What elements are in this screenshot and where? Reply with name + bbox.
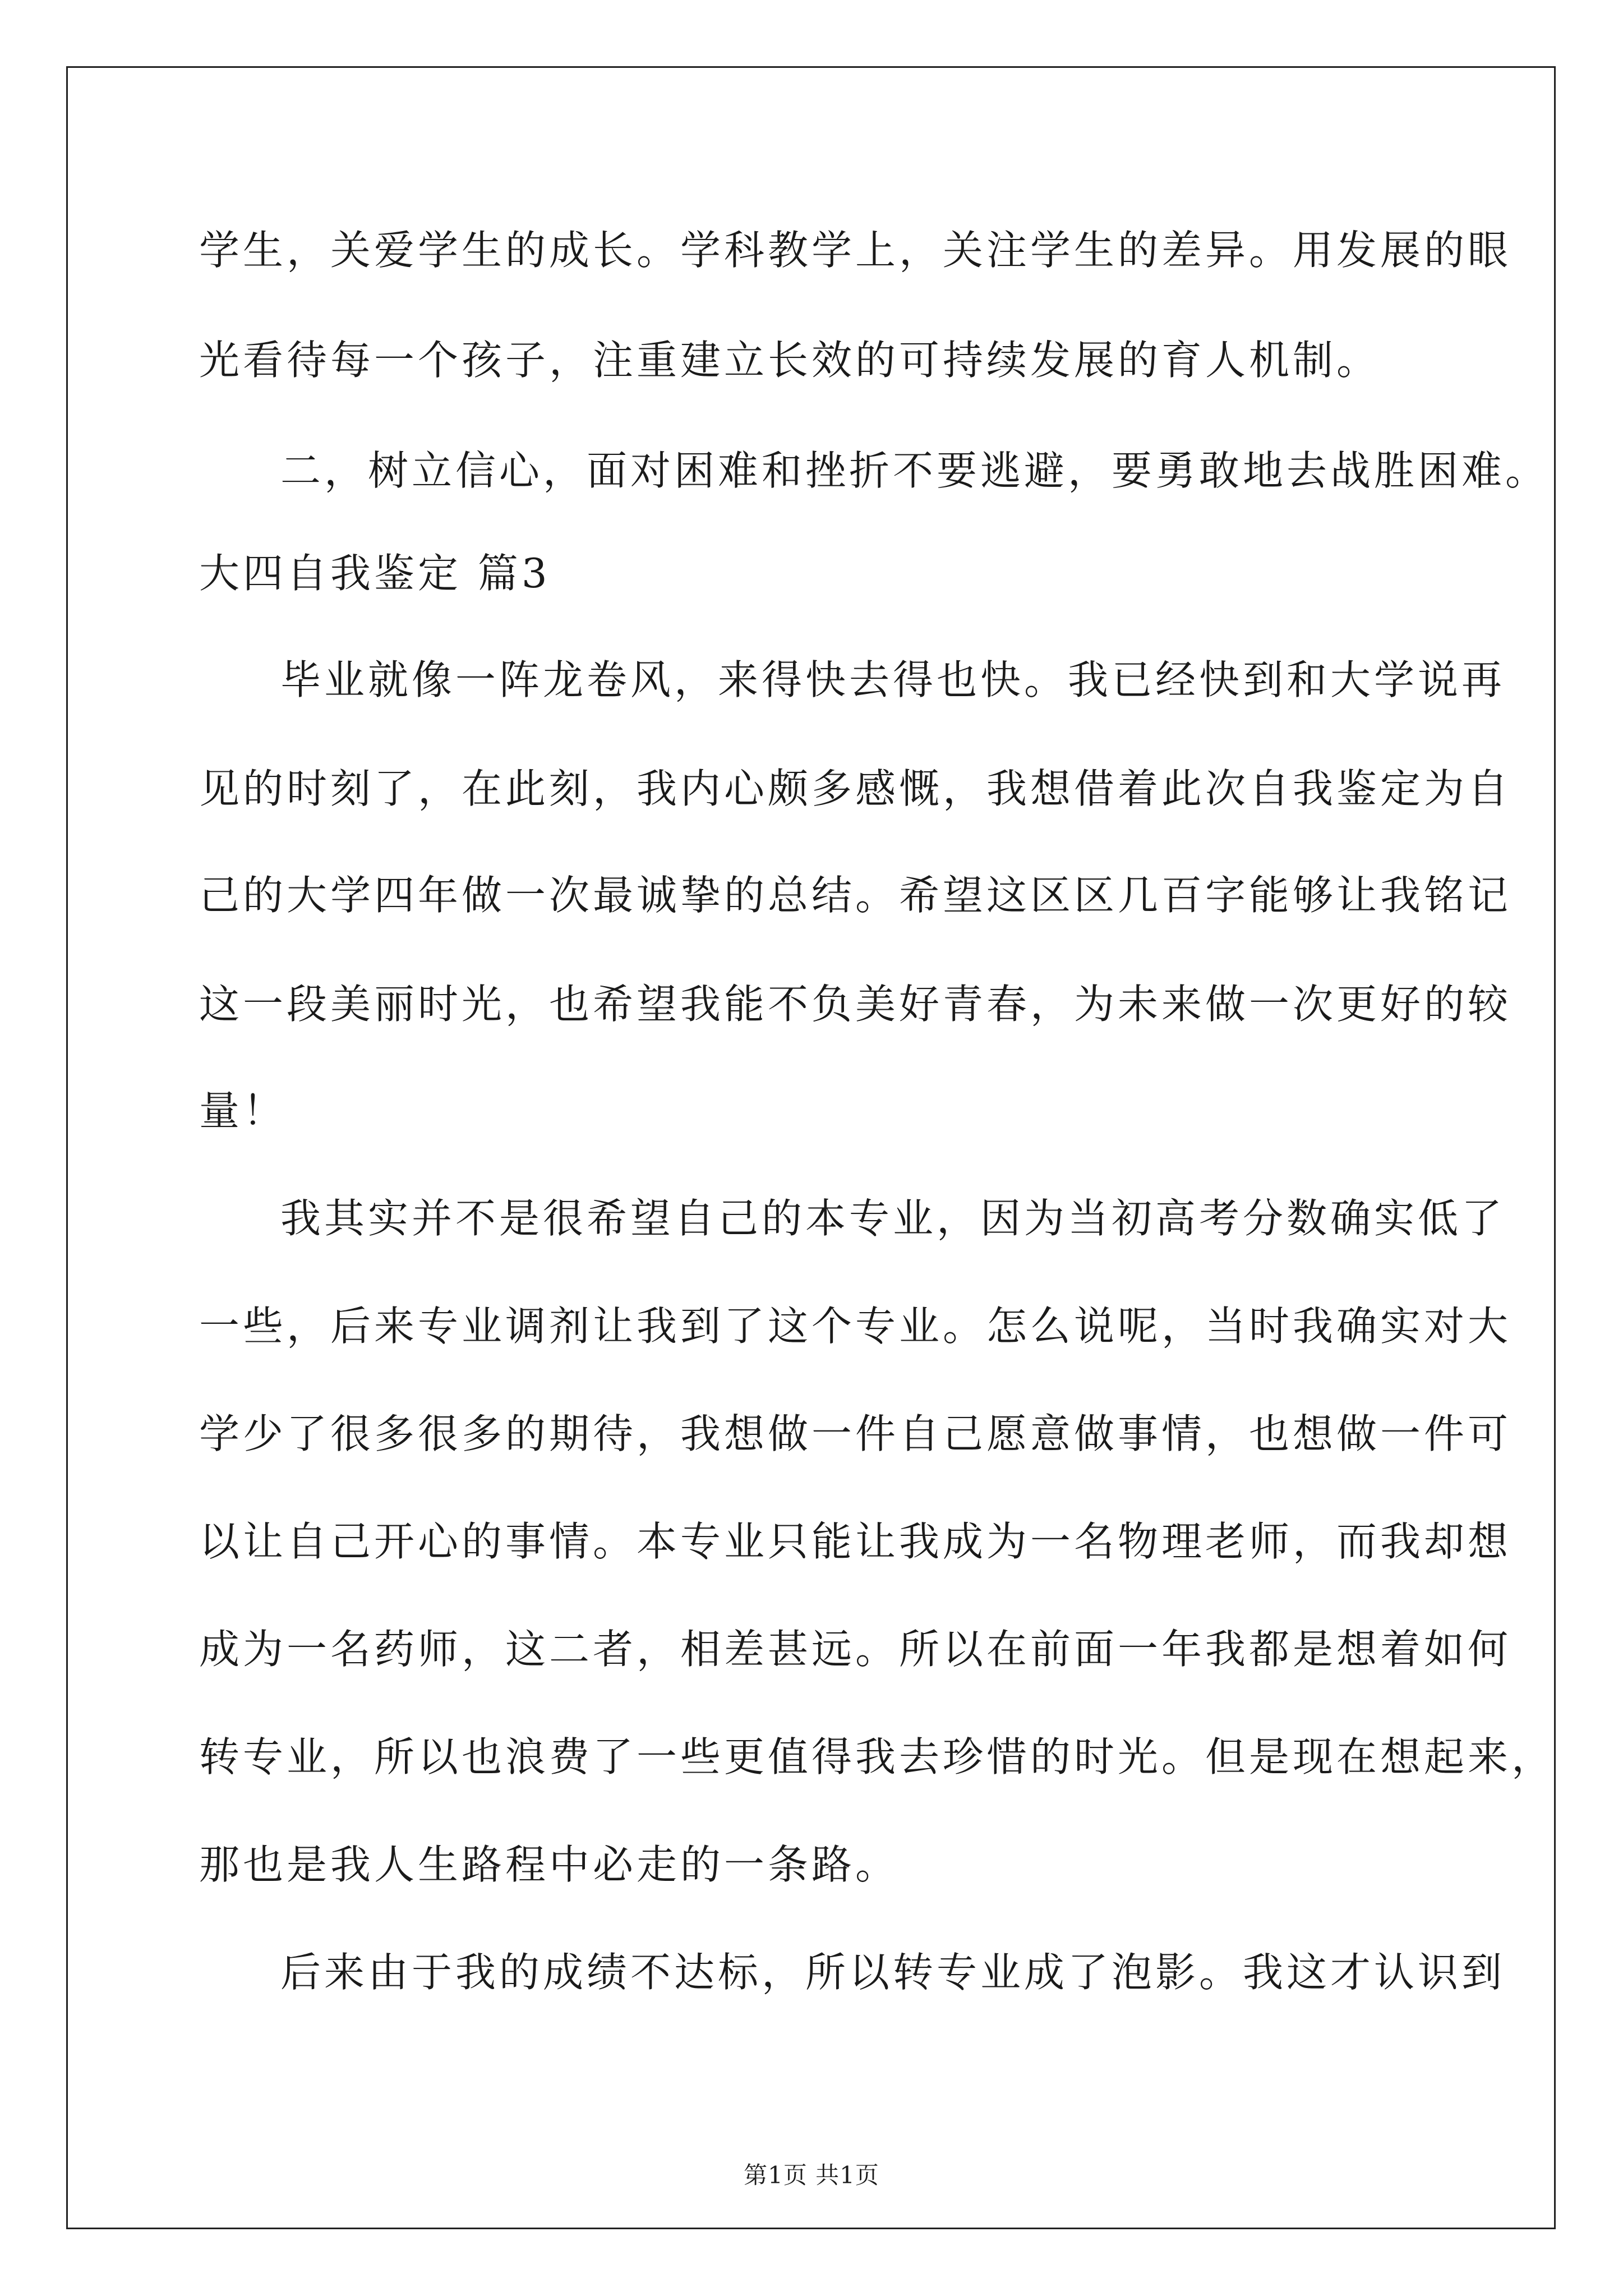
section-heading: 大四自我鉴定 篇3: [199, 550, 551, 597]
paragraph-line: 量！: [199, 1087, 287, 1134]
paragraph-line: 毕业就像一阵龙卷风，来得快去得也快。我已经快到和大学说再: [280, 656, 1506, 703]
page-number-footer: 第1页 共1页: [744, 2161, 879, 2189]
paragraph-line: 后来由于我的成绩不达标，所以转专业成了泡影。我这才认识到: [280, 1949, 1506, 1996]
paragraph-line: 转专业，所以也浪费了一些更值得我去珍惜的时光。但是现在想起来，: [199, 1733, 1556, 1780]
paragraph-line: 二，树立信心，面对困难和挫折不要逃避，要勇敢地去战胜困难。: [280, 447, 1550, 494]
paragraph-line: 我其实并不是很希望自己的本专业，因为当初高考分数确实低了: [280, 1195, 1506, 1242]
paragraph-line: 学生，关爱学生的成长。学科教学上，关注学生的差异。用发展的眼: [199, 227, 1512, 274]
page-border: [66, 66, 1556, 2229]
paragraph-line: 学少了很多很多的期待，我想做一件自己愿意做事情，也想做一件可: [199, 1410, 1512, 1457]
paragraph-line: 这一段美丽时光，也希望我能不负美好青春，为未来做一次更好的较: [199, 981, 1512, 1028]
paragraph-line: 以让自己开心的事情。本专业只能让我成为一名物理老师，而我却想: [199, 1518, 1512, 1565]
paragraph-line: 那也是我人生路程中必走的一条路。: [199, 1841, 900, 1888]
paragraph-line: 己的大学四年做一次最诚挚的总结。希望这区区几百字能够让我铭记: [199, 872, 1512, 919]
paragraph-line: 见的时刻了，在此刻，我内心颇多感慨，我想借着此次自我鉴定为自: [199, 765, 1512, 812]
paragraph-line: 光看待每一个孩子，注重建立长效的可持续发展的育人机制。: [199, 337, 1381, 384]
paragraph-line: 成为一名药师，这二者，相差甚远。所以在前面一年我都是想着如何: [199, 1626, 1512, 1673]
paragraph-line: 一些，后来专业调剂让我到了这个专业。怎么说呢，当时我确实对大: [199, 1303, 1512, 1350]
